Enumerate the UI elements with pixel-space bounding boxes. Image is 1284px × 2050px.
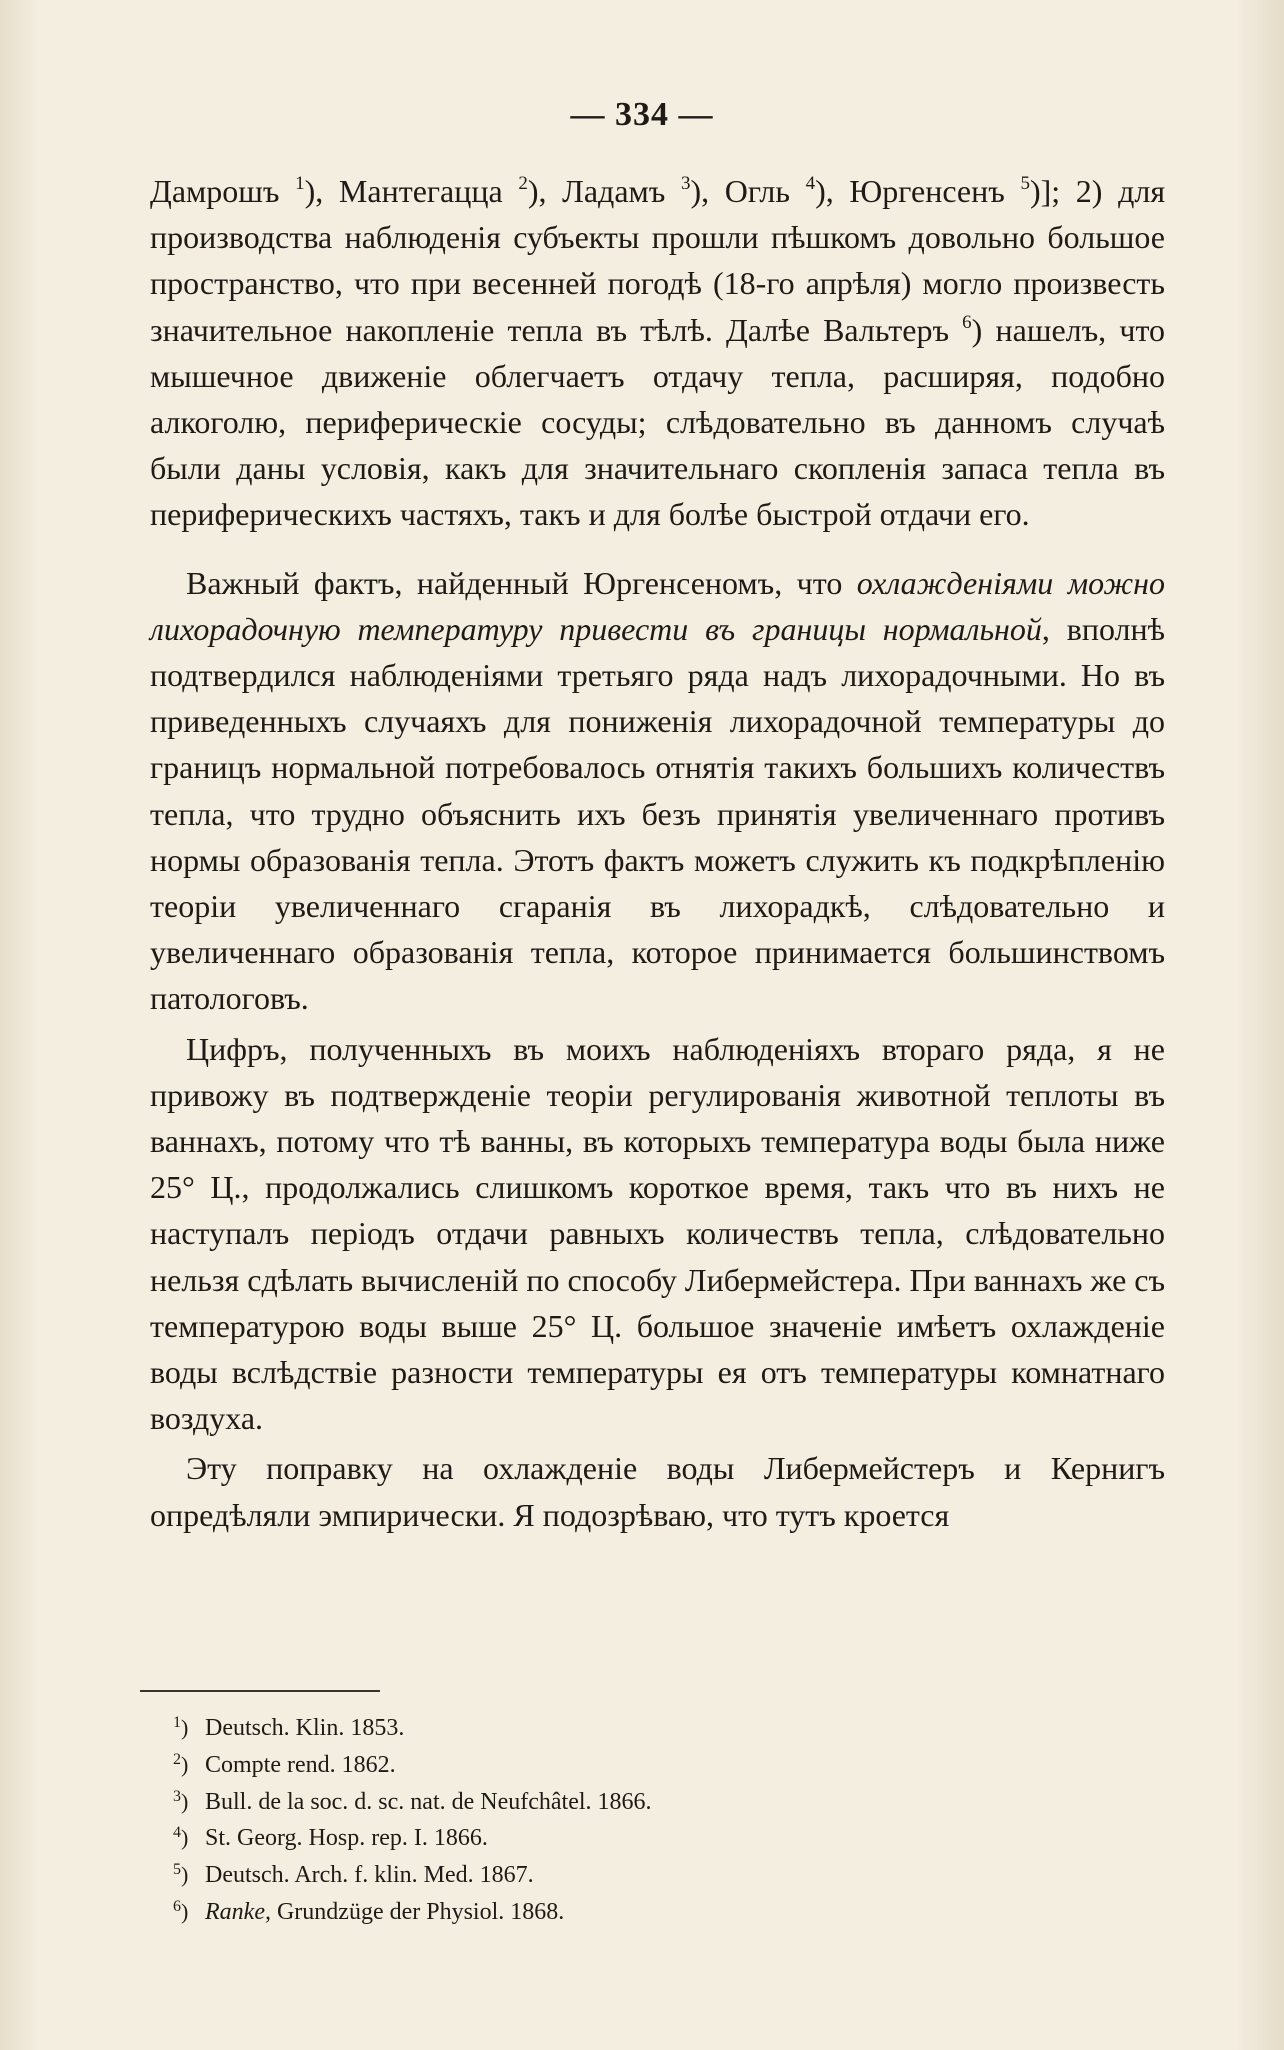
- footnote-separator-rule: [140, 1690, 380, 1692]
- paragraph-1-text: ) нашелъ, что мышечное движеніе облегчаетъ отдачу тепла, расширяя, подобно алкоголю, периферическіе сосуды; слѣдовательно въ данномъ случаѣ были даны условія, какъ для значительнаго скопленія запаса тепла въ периферическихъ частяхъ, такъ и для болѣе быстрой отдачи его.: [150, 311, 1165, 533]
- footnote-2: [173, 1747, 1073, 1784]
- footnote-text: Deutsch. Arch. f. klin. Med. 1867.: [205, 1862, 534, 1889]
- paragraph-1-text: )]; 2) для производства наблюденія субъекты прошли пѣшкомъ довольно большое пространство, что при весенней погодѣ (18-го апрѣля) могло произвесть значительное накопленіе тепла въ тѣлѣ. Далѣе Вальтеръ: [150, 173, 1166, 348]
- paragraph-1-text: ), Мантегацца: [304, 173, 519, 209]
- footnote-1: [173, 1710, 1073, 1747]
- paragraph-2: [150, 560, 1165, 1022]
- paragraph-2-text: , вполнѣ подтвердился наблюденіями третьяго ряда надъ лихорадочными. Но въ приведенныхъ случаяхъ для пониженія лихорадочной температуры до границъ нормальной потребовалось отнятія такихъ большихъ количествъ тепла, что трудно объяснить ихъ безъ принятія увеличеннаго противъ нормы образованія тепла. Этотъ фактъ можетъ служить къ подкрѣпленію теоріи увеличеннаго сгаранія въ лихорадкѣ, слѣдовательно и увеличеннаго образованія тепла, которое принимается большинствомъ патологовъ.: [150, 610, 1166, 1017]
- footnote-number: 2: [173, 1750, 181, 1768]
- footnote-text: Compte rend. 1862.: [205, 1751, 396, 1778]
- paragraph-4-text: Эту поправку на охлажденіе воды Либермейстеръ и Кернигъ опредѣляли эмпирически. Я подозрѣваю, что тутъ кроется: [150, 1450, 1165, 1533]
- footnote-author: Ranke,: [205, 1898, 271, 1925]
- footnote-text: Deutsch. Klin. 1853.: [205, 1715, 405, 1741]
- footnote-text: Grundzüge der Physiol. 1868.: [270, 1898, 565, 1925]
- paragraph-3: [150, 1026, 1165, 1442]
- paragraph-4: [150, 1445, 1165, 1537]
- paragraph-3-text: Цифръ, полученныхъ въ моихъ наблюденіяхъ втораго ряда, я не привожу въ подтвержденіе теоріи регулированія животной теплоты въ ваннахъ, потому что тѣ ванны, въ которыхъ температура воды была ниже 25° Ц., продолжались слишкомъ короткое время, такъ что въ нихъ не наступалъ періодъ отдачи равныхъ количествъ тепла, слѣдовательно нельзя сдѣлать вычисленій по способу Либермейстера. При ваннахъ же съ температурою воды выше 25° Ц. большое значеніе имѣетъ охлажденіе воды вслѣдствіе разности температуры ея отъ температуры комнатнаго воздуха.: [150, 1030, 1166, 1437]
- footnote-ref-2: 2: [518, 173, 528, 194]
- footnote-ref-5: 5: [1020, 173, 1030, 194]
- footnote-number: 5: [173, 1861, 181, 1879]
- paragraph-2-emphasis: охлажденіями можно лихорадочную температуру привести въ границы нормальной: [150, 564, 1165, 647]
- footnotes: [173, 1710, 1073, 1931]
- paragraph-1-text: ), Ладамъ: [527, 173, 681, 209]
- footnote-6: [173, 1894, 1073, 1931]
- footnote-5: [173, 1857, 1073, 1894]
- footnote-text: St. Georg. Hosp. rep. I. 1866.: [205, 1825, 488, 1852]
- paragraph-1-text: ), Юргенсенъ: [815, 173, 1021, 209]
- paragraph-1-text: Дамрошъ: [150, 173, 296, 209]
- body-text: [150, 168, 1165, 1538]
- footnote-number: 4: [173, 1824, 181, 1842]
- footnote-mark: $^5$): [173, 1861, 189, 1888]
- footnote-mark: $^3$): [173, 1787, 189, 1814]
- footnote-ref-6: 6: [962, 311, 972, 333]
- footnote-mark: $^4$): [173, 1824, 189, 1851]
- footnote-3: [173, 1784, 1073, 1821]
- footnote-4: [173, 1820, 1073, 1857]
- footnote-number: 6: [173, 1897, 181, 1915]
- footnote-mark: $^6$): [173, 1897, 189, 1924]
- footnote-ref-4: 4: [805, 173, 816, 194]
- page-number: — 334 —: [570, 96, 714, 133]
- paragraph-2-text: Важный фактъ, найденный Юргенсеномъ, что: [186, 564, 857, 601]
- footnote-mark: $^2$): [173, 1750, 189, 1777]
- footnote-ref-3: 3: [680, 173, 691, 194]
- footnote-number: 3: [173, 1787, 181, 1805]
- footnote-text: Bull. de la soc. d. sc. nat. de Neufchâtel. 1866.: [205, 1788, 652, 1815]
- paragraph-1-text: ), Огль: [690, 173, 806, 209]
- footnote-mark: $^1$): [173, 1714, 189, 1740]
- footnote-ref-1: 1: [295, 173, 305, 194]
- paragraph-1: [150, 168, 1165, 538]
- footnote-number: 1: [173, 1714, 181, 1731]
